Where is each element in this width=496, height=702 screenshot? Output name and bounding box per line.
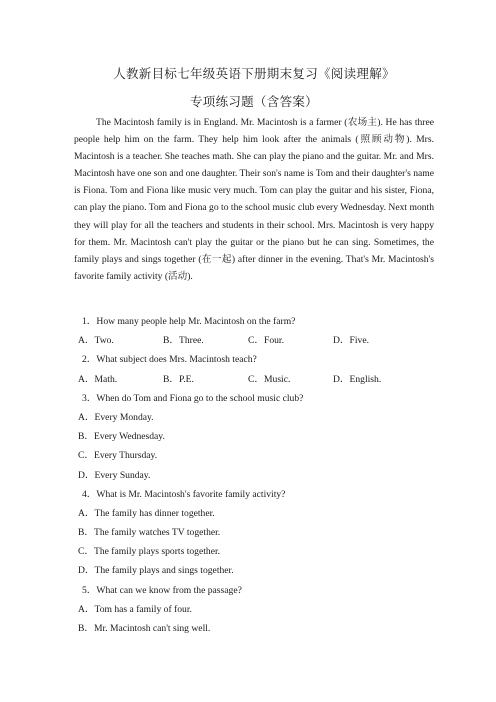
- option-a: A．Math.: [78, 373, 118, 385]
- option-b: B．The family watches TV together.: [78, 527, 221, 539]
- reading-passage: The Macintosh family is in England. Mr. Macintosh is a farmer (农场主). He has three people help him on the farm. They help him look after the animals (照顾动物). Mrs. Macintosh is a teacher. She teaches math. She can play the piano and the guitar. Mr. and Mrs. Macintosh have one son and one daughter. Their son's name is Tom and their daughter's name is Fiona. Tom and Fiona like music very much. Tom can play the guitar and his sister, Fiona, can play the piano. Tom and Fiona go to the school music club every Wednesday. Next month they will play for all the teachers and students in their school. Mrs. Macintosh is very happy for them. Mr. Macintosh can't play the guitar or the piano but he can sing. Sometimes, the family plays and sings together (在一起) after dinner in the evening. That's Mr. Macintosh's favorite family activity (活动).: [74, 117, 434, 282]
- document-subtitle: 专项练习题（含答案）: [189, 95, 318, 109]
- option-row: [78, 370, 434, 389]
- option-b: B．Three.: [163, 335, 204, 347]
- question-stem: 2．What subject does Mrs. Macintosh teach?: [82, 354, 257, 366]
- option-c: C．Every Thursday.: [78, 450, 158, 462]
- option-c: C．Music.: [248, 373, 291, 385]
- option-b: B．Every Wednesday.: [78, 431, 165, 443]
- option-d: D．Five.: [333, 335, 369, 347]
- option-d: D．The family plays and sings together.: [78, 565, 234, 577]
- option-row: [78, 331, 434, 350]
- option-a: A．Two.: [78, 335, 114, 347]
- option-b: B．Mr. Macintosh can't sing well.: [78, 623, 211, 634]
- option-a: A．The family has dinner together.: [78, 507, 215, 519]
- question-stem: 4．What is Mr. Macintosh's favorite family activity?: [82, 488, 286, 500]
- question-list: [78, 312, 434, 638]
- option-d: D．Every Sunday.: [78, 469, 151, 481]
- option-c: C．Four.: [248, 335, 284, 347]
- question-stem: 1．How many people help Mr. Macintosh on the farm?: [82, 316, 296, 327]
- option-c: C．The family plays sports together.: [78, 546, 221, 558]
- option-b: B．P.E.: [163, 373, 194, 385]
- document-title: 人教新目标七年级英语下册期末复习《阅读理解》: [113, 67, 395, 81]
- option-a: A．Tom has a family of four.: [78, 603, 192, 615]
- question-stem: 3．When do Tom and Fiona go to the school music club?: [82, 392, 304, 404]
- option-a: A．Every Monday.: [78, 411, 154, 423]
- question-stem: 5．What can we know from the passage?: [82, 584, 242, 596]
- option-d: D．English.: [333, 373, 382, 385]
